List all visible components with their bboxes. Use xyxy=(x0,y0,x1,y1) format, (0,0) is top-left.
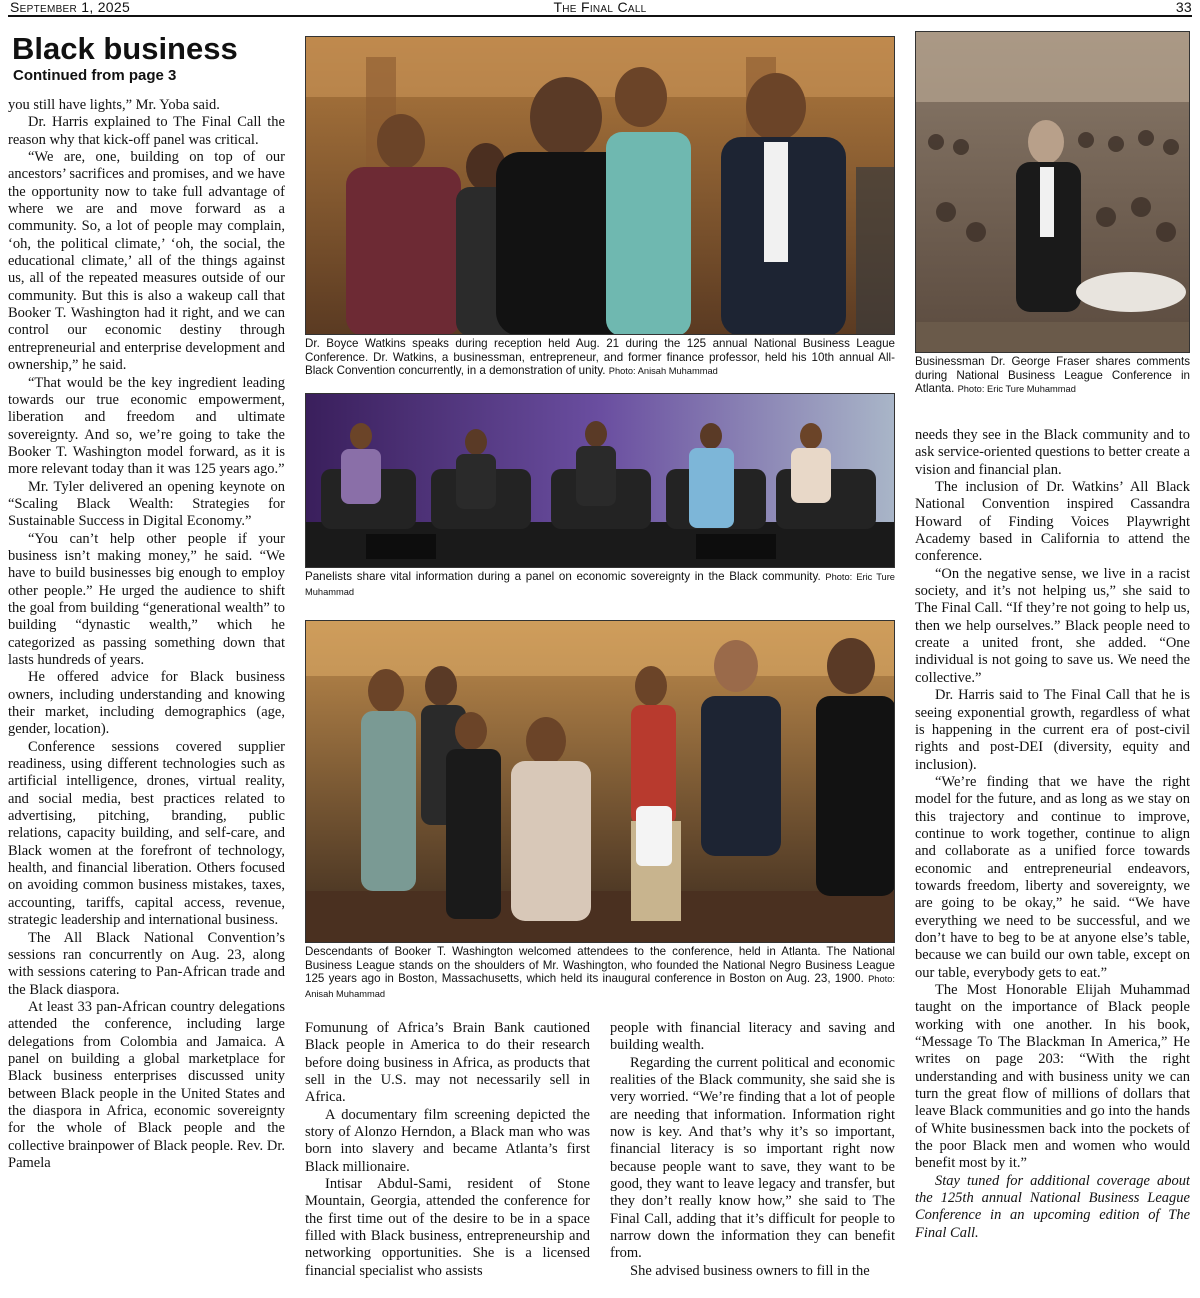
paragraph: Mr. Tyler delivered an opening keynote on “Scaling Black Wealth: Strategies for Sustainable Success in Digital Economy.” xyxy=(8,478,285,530)
paragraph: The inclusion of Dr. Watkins’ All Black National Convention inspired Cassandra Howard of Finding Voices Playwright Academy based in California to attend the conference. xyxy=(915,479,1190,565)
paragraph: Fomunung of Africa’s Brain Bank cautioned Black people in America to do their research before doing business in Africa, as products that sell in the U.S. may not necessarily sell in Africa. xyxy=(305,1020,590,1106)
reception-photo-caption xyxy=(305,337,895,379)
paragraph: people with financial literacy and saving and building wealth. xyxy=(610,1020,895,1054)
panel-photo xyxy=(305,393,895,568)
continued-from: Continued from page 3 xyxy=(13,67,177,84)
paragraph: He offered advice for Black business owners, including understanding and knowing their market, including demographics (age, gender, location). xyxy=(8,669,285,738)
caption-text: Businessman Dr. George Fraser shares comments during National Business League Conference in Atlanta. xyxy=(915,355,1190,396)
article-column-2 xyxy=(305,1020,590,1293)
issue-date: September 1, 2025 xyxy=(10,0,131,15)
article-column-3 xyxy=(610,1020,895,1293)
panel-photo-image xyxy=(306,394,895,568)
paragraph: “On the negative sense, we live in a racist society, and it’s not helping us,” she said to The Final Call. “If they’re not going to help us, then we help ourselves.” Black people need to create a united front, she added. “One individual is not going to save us. We need the collective.” xyxy=(915,565,1190,686)
paragraph: Intisar Abdul-Sami, resident of Stone Mountain, Georgia, attended the conference for the first time out of the desire to be in a space filled with Black business, entrepreneurship and networking opportunities. She is a licensed financial specialist who assists xyxy=(305,1176,590,1279)
descendants-photo xyxy=(305,620,895,943)
photo-credit: Photo: Eric Ture Muhammad xyxy=(305,572,895,597)
page-number: 33 xyxy=(1175,0,1192,15)
paragraph: The All Black National Convention’s sessions ran concurrently on Aug. 23, along with sessions catering to Pan-African trade and the Black diaspora. xyxy=(8,929,285,998)
publication-name: The Final Call xyxy=(553,0,647,15)
paragraph: you still have lights,” Mr. Yoba said. xyxy=(8,97,220,113)
paragraph: Dr. Harris explained to The Final Call the reason why that kick-off panel was critical. xyxy=(8,114,285,148)
fraser-photo xyxy=(915,31,1190,353)
paragraph: “That would be the key ingredient leading towards our true economic empowerment, liberation and freedom and ultimate sovereignty. And so, we’re going to take the Booker T. Washington model forward, as it is more relevant today than it was 125 years ago.” xyxy=(8,374,285,478)
closing-note: Stay tuned for additional coverage about the 125th annual National Business League Conference in an upcoming edition of The Final Call. xyxy=(915,1172,1190,1241)
caption-text: Descendants of Booker T. Washington welcomed attendees to the conference, held in Atlanta. The National Business League stands on the shoulders of Mr. Washington, who founded the National Negro Business League 125 years ago in Boston, Massachusetts, which held its inaugural conference in Boston on Aug. 23, 1900. xyxy=(305,945,895,986)
descendants-photo-image xyxy=(306,621,895,943)
descendants-photo-caption xyxy=(305,945,895,1001)
caption-text: Panelists share vital information during a panel on economic sovereignty in the Black community. xyxy=(305,570,821,583)
paragraph: A documentary film screening depicted the story of Alonzo Herndon, a Black man who was born into slavery and became Atlanta’s first Black millionaire. xyxy=(305,1106,590,1175)
page-header xyxy=(8,0,1192,17)
article-column-4 xyxy=(915,427,1190,1295)
fraser-photo-caption xyxy=(915,355,1190,397)
reception-photo xyxy=(305,36,895,335)
caption-text: Dr. Boyce Watkins speaks during reception held Aug. 21 during the 125 annual National Business League Conference. Dr. Watkins, a businessman, entrepreneur, and former finance professor, held his 10th annual All-Black Convention concurrently, in a demonstration of unity. xyxy=(305,337,895,378)
panel-photo-caption xyxy=(305,570,895,599)
paragraph: She advised business owners to fill in the xyxy=(630,1262,870,1279)
paragraph: needs they see in the Black community and to ask service-oriented questions to better create a vision and financial plan. xyxy=(915,427,1190,478)
paragraph: “We are, one, building on top of our ancestors’ sacrifices and promises, and we have the opportunity now to take full advantage of where we are and move forward as a community. So, a lot of people may complain, ‘oh, the political climate,’ ‘oh, the social, the educational climate,’ all of the things against us, all of the repeated measures outside of our community. But this is also a wakeup call that Booker T. Washington had it right, and we can control our economic destiny through entrepreneurial and enterprise development and ownership,” he said. xyxy=(8,149,285,374)
photo-credit: Photo: Anisah Muhammad xyxy=(305,974,895,999)
photo-credit: Photo: Eric Ture Muhammad xyxy=(957,384,1076,395)
paragraph: Conference sessions covered supplier readiness, using different technologies such as artificial intelligence, drones, virtual reality, and social media, best practices related to advertising, pitching, branding, public relations, capacity building, and self-care, and Black women at the forefront of technology, health, and financial liberation. Others focused on avoiding common business mistakes, taxes, accounting, tariffs, capital access, revenue, strategic leadership and international business. xyxy=(8,738,285,929)
paragraph: Dr. Harris said to The Final Call that he is seeing exponential growth, regardless of what is happening in the current era of post-civil rights and post-DEI (diversity, equity and inclusion). xyxy=(915,687,1190,773)
paragraph: The Most Honorable Elijah Muhammad taught on the importance of Black people working with one another. In his book, “Message To The Blackman In America,” He writes on page 203: “With the right understanding and with business unity we can turn the great flow of millions of dollars that leave Black communities and go into the hands of White businessmen back into the pockets of the poor Black men and women who would benefit most by it.” xyxy=(915,982,1190,1172)
fraser-photo-image xyxy=(916,32,1190,353)
reception-photo-image xyxy=(306,37,895,335)
paragraph: “We’re finding that we have the right model for the future, and as long as we stay on this trajectory and continue to improve, continue to work together, continue to align and collaborate as a unified force towards economic and entrepreneurial endeavors, towards freedom, liberty and sovereignty, we are going to be okay,” he said. “We have everything we need to be successful, and we don’t have to beg to be at anyone else’s table, because we can build our own table, except on our table, everybody gets to eat.” xyxy=(915,773,1190,981)
photo-credit: Photo: Anisah Muhammad xyxy=(608,366,718,377)
article-headline: Black business xyxy=(12,31,238,66)
paragraph: At least 33 pan-African country delegations attended the conference, including large delegations from Colombia and Jamaica. A panel on building a global marketplace for Black business enterprises discussed unity between Black people in the United States and the diaspora in Africa, economic sovereignty for the whole of Black people and the collective brainpower of Black people. Rev. Dr. Pamela xyxy=(8,998,285,1171)
paragraph: Regarding the current political and economic realities of the Black community, she said she is very worried. “We’re finding that a lot of people are needing that information. Information right now is key. And that’s why it’s so important, financial literacy is so important right now because people want to save, they want to be good, they want to leave legacy and transfer, but they don’t really know how,” she said to The Final Call, adding that it’s difficult for people to narrow down the information they can benefit from. xyxy=(610,1054,895,1262)
paragraph: “You can’t help other people if your business isn’t making money,” he said. “We have to build businesses big enough to employ other people.” He urged the audience to shift the goal from building “generational wealth” to building “dynastic wealth,” which he categorized as passing something down that lasts hundreds of years. xyxy=(8,530,285,668)
article-column-1 xyxy=(8,97,285,1293)
